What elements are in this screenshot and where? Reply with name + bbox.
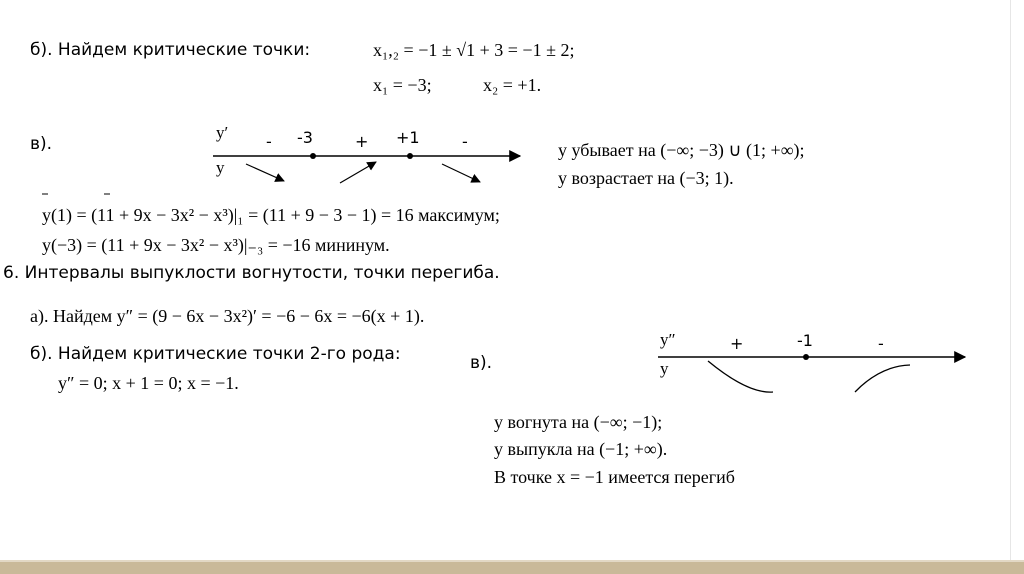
- sign-chart1-point-1: [310, 153, 316, 159]
- sign-chart2-point: [803, 354, 809, 360]
- maximum-line: y(1) = (11 + 9x − 3x² − x³)|₁ = (11 + 9 − 3 − 1) = 16 максимум;: [42, 205, 500, 225]
- sign-chart1-point-2: [407, 153, 413, 159]
- sign-chart1-decrease-arrow-2: [442, 164, 480, 182]
- second-derivative-root: y″ = 0; x + 1 = 0; x = −1.: [58, 373, 239, 393]
- sign-chart2-axis-bottom-label: y: [660, 359, 669, 378]
- sign-chart1-sign-3: -: [462, 132, 468, 151]
- sign-chart1-point-label-2: +1: [396, 128, 420, 147]
- sign-chart1-sign-2: +: [355, 132, 369, 151]
- sign-chart2-concave-curve: [708, 361, 773, 392]
- concave-interval-text: y вогнута на (−∞; −1);: [494, 412, 663, 432]
- sign-chart1-increase-arrow: [340, 162, 376, 183]
- sign-chart2-point-label: -1: [797, 331, 813, 350]
- inflection-point-text: В точке x = −1 имеется перегиб: [494, 467, 735, 487]
- increasing-interval-text: y возрастает на (−3; 1).: [558, 168, 734, 188]
- decreasing-interval-text: y убывает на (−∞; −3) ∪ (1; +∞);: [558, 140, 805, 160]
- minimum-line: y(−3) = (11 + 9x − 3x² − x³)|₋₃ = −16 мининум.: [42, 235, 390, 255]
- root-x1: x₁ = −3;: [373, 75, 432, 95]
- roots-formula: x₁,₂ = −1 ± √1 + 3 = −1 ± 2;: [373, 40, 575, 60]
- section6-heading: 6. Интервалы выпуклости вогнутости, точки перегиба.: [3, 263, 500, 283]
- part-v2-label: в).: [470, 353, 493, 373]
- part-v-label: в).: [30, 134, 53, 154]
- part-b2-heading: б). Найдем критические точки 2-го рода:: [30, 344, 401, 364]
- sign-chart2-sign-2: -: [878, 334, 884, 353]
- sign-chart1-axis-bottom-label: y: [216, 158, 225, 177]
- sign-chart2-sign-1: +: [730, 334, 744, 353]
- sign-chart1-sign-1: -: [266, 132, 272, 151]
- sign-chart2-axis-top-label: y″: [660, 330, 676, 349]
- sign-chart1-axis-top-label: y′: [216, 123, 229, 142]
- sign-chart2-convex-curve: [855, 365, 910, 392]
- sign-chart1-point-label-1: -3: [297, 128, 313, 147]
- sign-chart1-decrease-arrow-1: [246, 164, 284, 181]
- part-b-heading: б). Найдем критические точки:: [30, 40, 311, 60]
- root-x2: x₂ = +1.: [483, 75, 542, 95]
- second-derivative-line: а). Найдем y″ = (9 − 6x − 3x²)′ = −6 − 6x = −6(x + 1).: [30, 306, 425, 326]
- convex-interval-text: y выпукла на (−1; +∞).: [494, 439, 668, 459]
